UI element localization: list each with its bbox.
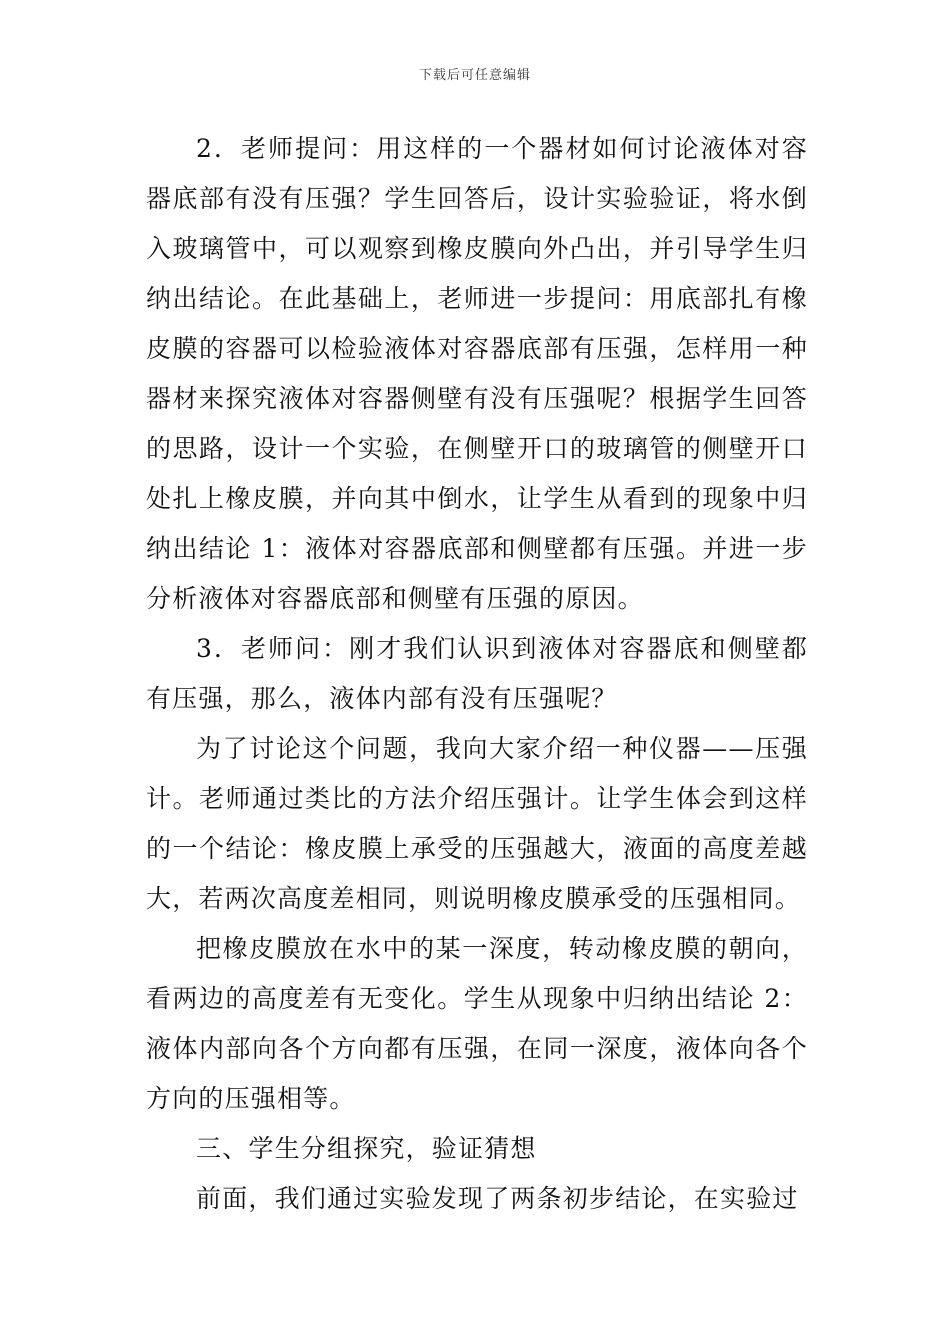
paragraph-teacher-question-2: 2．老师提问：用这样的一个器材如何讨论液体对容器底部有没有压强？学生回答后，设计实验验证，将水倒入玻璃管中，可以观察到橡皮膜向外凸出，并引导学生归纳出结论。在此基础上，老师进一步提问：用底部扎有橡皮膜的容器可以检验液体对容器底部有压强，怎样用一种器材来探究液体对容器侧壁有没有压强呢？根据学生回答的思路，设计一个实验，在侧壁开口的玻璃管的侧壁开口处扎上橡皮膜，并向其中倒水，让学生从看到的现象中归纳出结论 1：液体对容器底部和侧壁都有压强。并进一步分析液体对容器底部和侧壁有压强的原因。 (146, 134, 808, 613)
paragraph-conclusion-2: 把橡皮膜放在水中的某一深度，转动橡皮膜的朝向，看两边的高度差有无变化。学生从现象中归纳出结论 2：液体内部向各个方向都有压强，在同一深度，液体向各个方向的压强相等。 (146, 934, 808, 1113)
document-body (146, 124, 808, 1224)
paragraph-pressure-gauge-intro: 为了讨论这个问题，我向大家介绍一种仪器——压强计。老师通过类比的方法介绍压强计。让学生体会到这样的一个结论：橡皮膜上承受的压强越大，液面的高度差越大，若两次高度差相同，则说明橡皮膜承受的压强相同。 (146, 734, 808, 913)
page-header: 下载后可任意编辑 (418, 68, 531, 83)
paragraph-experiment-intro: 前面，我们通过实验发现了两条初步结论，在实验过 (196, 1184, 799, 1213)
section-heading-group-inquiry: 三、学生分组探究，验证猜想 (196, 1134, 537, 1163)
paragraph-teacher-question-3: 3．老师问：刚才我们认识到液体对容器底和侧壁都有压强，那么，液体内部有没有压强呢？ (146, 634, 808, 713)
